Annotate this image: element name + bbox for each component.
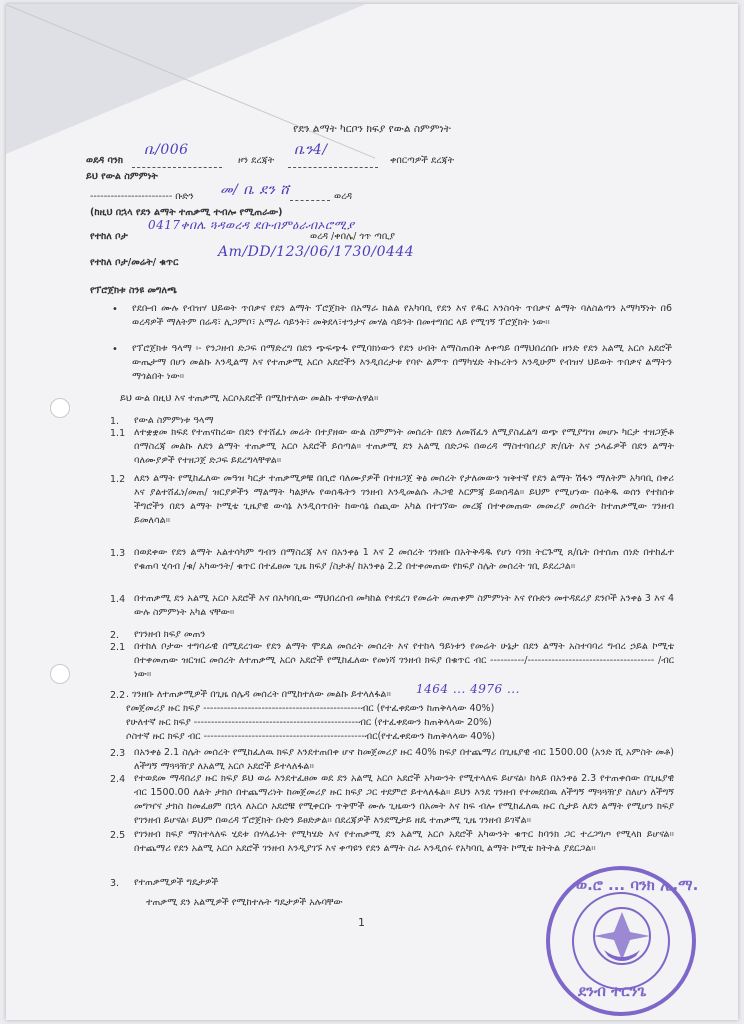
section-text: በአንቀፅ 2.1 ስሌት መሰረት የሚከፈለዉ ክፍያ እንደተጠበቀ ሆኖ ከመጀመሪያ ዙር 40% ክፍያ በተጨማሪ በጊዜያዊ ብር 1500.00 (አንድ ሺ አምስት መቶ) ለችግኝ ማጓጓዥያ ለአልሚ አርሶ አደሮች ይተላለፋል።	[134, 747, 678, 772]
group-line-label: ------------------------ ቡድን	[90, 191, 194, 202]
section-text: የገንዘብ ክፍያ መጠን	[134, 629, 206, 640]
woreda-label: ወረዳ	[334, 191, 353, 202]
punch-hole	[50, 664, 70, 684]
official-stamp	[546, 866, 699, 1016]
closing-line: ተጠቃሚ ደን አልሚዎች የሚከተሉት ግዴታዎች አሉባቸው	[146, 897, 343, 908]
section-text: የተጠቃሚዎች ግዴታዎች	[134, 877, 219, 888]
section-number: 2.	[110, 630, 120, 641]
section-number: 2.3	[110, 748, 126, 759]
land-number-handwritten: Am/DD/123/06/1730/0444	[218, 244, 415, 260]
stamp-bottom-text: ደንብ ተርንጌ	[578, 982, 647, 1000]
page-number: 1	[358, 916, 365, 929]
bullet-marker: •	[112, 304, 118, 315]
zone-value-handwritten: ቤን4/	[294, 142, 328, 158]
group-value-handwritten: መ/ ቤ ደን ሸ	[220, 182, 290, 198]
section-number: 1.3	[110, 548, 126, 559]
section-number: 2.1	[110, 642, 126, 653]
document-title: የደን ልማት ካርቦን ክፍያ የውል ስምምነት	[293, 123, 451, 135]
section-text: በተከለ ቦታው ተግባራዊ በሚደረገው የደን ልማት ሞዴል መሰረት መሰረት እና የተከላ ዓይነቱን የመሬት ሁኔታ በደን ልማት አስተባባሪ ግብረ ኃይል ኮሚቴ በተቀመጠው ዝርዝር መሰረት ለተጠቃሚ አርሶ አደሮች የሚከፈለው የመነሻ ገንዘብ ክፍያ በቁጥር ብር ----------/------------------------------------- /ብር ነው።	[134, 641, 678, 680]
section-text: በተጠቃሚ ደን አልሚ አርሶ አደሮች እና በአካባቢው ማህበረሰብ መካከል የተደረገ የመሬት መጠቀም ስምምነት እና የቡድን መተዳደሪያ ደንቦች አንቀፅ 3 እና 4 ውሉ ስምምነት አካል ናቸው።	[134, 593, 678, 618]
section-text: ለተቋቋመ ክፍደ የተጠናከረው በደን የተሸፈነ መሬት በተያዘው ውል ስምምነት መሰረት በደን ለመሸፈን ለሚያስፈልግ ወጭ የሚያግዝ መሆኑ ካርታ ተዘጋጅቶ በማስረጃ መልኩ ለደን ልማት ተጠቃሚ አርሶ አደሮች ይሰጣል። ተጠቃሚ ደን አልሚ በድጋፍ በወረዳ ማስተባበሪያ ጽ/ቤት እና ኃላፊዎች በደን ልማት ባለሙያዎች የተዘጋጀ ድጋፍ ይደረግላቸዋል።	[134, 427, 678, 466]
kebele-label: ቀበርጣዎች ደረጃት	[390, 155, 455, 166]
punch-hole	[50, 398, 70, 418]
bank-value-handwritten: ቤ/006	[144, 142, 189, 158]
section-number: 1.4	[110, 594, 126, 605]
bullet-marker: •	[112, 344, 118, 355]
section-number: 1.	[110, 416, 120, 427]
payment-handwritten: 1464 ... 4976 ...	[416, 682, 520, 696]
agreement-intro: ይህ የውል ስምምነት	[86, 171, 158, 182]
bank-line	[132, 157, 222, 168]
section-number: 2.2	[110, 690, 126, 701]
zone-line	[288, 157, 378, 168]
section-text: የተወደመ ማዳበሪያ ዙር ክፍያ ይህ ወሬ እንደተፈፀመ ወደ ደን አልሚ አርሶ አደሮች አካውንት የሚተላለፍ ይሆናል፡ ከላይ በአንቀፅ 2.3 የተጠቀሰው በጊዜያዊ ብር 1500.00 ለልት ታክሶ በተጨማሪነት ከመጀመሪያ ዙር ክፍያ ጋር ተደምሮ ይተላለፋል። ይህን እንደ ገንዘብ የተመደበዉ ለችግኝ ማጓጓዥያ ስለሆነ ለችግኝ መግዣና ታክስ ከመፈፀም በኋላ ለአርሶ አደሮቹ የሚቀርቡ ጥቅሞች ሙሉ ጊዜውን በአመት እና ከፍ ብሎ የሚከፈለዉ ዙር ሲታይ ለደን ልማት የሚሆን ክፍያ የገንዘብ ይሆናል፡ ይህም በወረዳ ፕሮጀክት ቡድን ይፀድቃል። በደረጃዎች እንደሚታይ ዘዴ ተጠቃሚ ጊዜ ገንዘብ ይገኛል።	[134, 773, 678, 826]
section-text: የውል ስምምነቱ ዓላማ	[134, 415, 214, 426]
stamp-top-text: ወ.ሮ ... ባንክ ኢ.ማ.	[576, 876, 699, 894]
planting-site-handwritten: 0417ቀበሌ ጓዳወረዳ ደቡብምዕራብኦሮሚያ	[148, 218, 355, 232]
section-number: 1.2	[110, 474, 126, 485]
zone-label: ዞን ደረጃት	[238, 155, 275, 166]
beneficiary-note: (ከዚህ በኋላ የደን ልማት ተጠቃሚ ተብሎ የሚጠራው)	[90, 207, 283, 218]
bullet-item: የፕሮጀክቱ ዓላማ ፡- የንጋዘብ ድጋፍ በማድረግ በደን ጭፍጭፋ የሚባክነውን የደን ሀብት ለማስጠበቅ ለቀጣይ በማህበረሰቡ ዘንድ የደን አልሚ አርሶ አደሮች ውጤታማ በሆነ መልኩ እንዲልማ እና የተጠቃሚ አርሶ አደሮችን እንዲበረታቱ የባዮ ልምጥ በማካሄድ ትኩረትን እንዲሁም የብዝሃ ህይወት ጥበቃና ልማትን ማጎልበት ነው።	[132, 343, 676, 382]
section-text: . ገንዘቡ ለተጠቃሚዎች በጊዜ ሰሌዳ መሰረት በሚከተለው መልኩ ይተላለፋል። የመጀመሪያ ዙር ክፍያ ----------------------------------------------ብር (የተፈቀደውን ከጠቅላላው 40%) የሁለተኛ ዙር ክፍያ ------------------------------------------------ብር (የተፈቀደውን ከጠቅላላው 20%) ሶስተኛ ዙር ክፍያ ብር -----------------------------------------------ብር(የተፈቀደውን ከጠቅላላው 40%)	[126, 689, 496, 742]
land-number-label: የተከለ ቦታ/መሬት/ ቁጥር	[90, 257, 179, 268]
section-number: 1.1	[110, 428, 126, 439]
bank-label: ወደዳ ባንክ	[86, 155, 124, 166]
bullet-item: የደቡብ ሙሉ የብዝሃ ህይወት ጥበቃና የደን ልማት ፕሮጀክት በአማራ ክልል የአካባቢ የደን እና የዱር እንስሳት ጥበቃና ልማት ባለስልጣን አማካኝነት በ6 ወረዳዎች ማለትም በሬዳ፣ ሊጋምቦ፣ አማራ ሳይንት፣ መቅደላ፣ተንታና መሃል ሳይንት በመተግበር ላይ የሚገኝ ፕሮጀክት ነው።	[132, 303, 676, 328]
section-text: የገንዘብ ክፍያ ማስተላለፍ ሂደቱ በሃላፊነት የሚካሄድ እና የተጠቃሚ ደን አልሚ አርሶ አደሮች አካውንት ቁጥር ከባንክ ጋር ተረጋግጦ የሚላክ ይሆናል። በተጨማሪ የደን አልሚ አርሶ አደሮች ገንዘብ እንዲያገኙ እና ቀጣዩን የደን ልማት ስራ እንዲሰሩ የአካባቢ ልማት ኮሚቴ ክትትል ያደርጋል።	[134, 829, 678, 854]
section-text: በወደቀው የደን ልማት አልተሳካም ግብን በማስረጃ እና በአንቀፅ 1 እና 2 መሰረት ገንዘቡ በአትቅዳዱ የሆነ ባንክ ትርጉሚ ጸ/ቤት በተሰጠ ሰነድ በተከፈተ የቁጠባ ሂሳብ /ቁ/ አካውንት/ ቁጥር በተፈፀመ ጊዜ ክፍያ /ስታቶ/ ከአንቀፅ 2.2 በተቀመጠው የክፍያ ስሌት መሰረት ገቢ ይደረጋል።	[134, 547, 678, 572]
planting-site-location-label: ወረዳ /ቀበሌ/ ጎጥ ጣቢያ	[310, 231, 396, 242]
section-number: 2.5	[110, 830, 126, 841]
section-number: 3.	[110, 878, 120, 889]
section-text: ለደን ልማት የሚከፈለው መዓዝ ካርታ ተጠቃሚዎቹ በቢሮ ባለሙያዎች በተዘጋጀ ቅፅ መሰረት የታለመውን ዝቅተኛ የደን ልማት ሽፋን ማለትም አካባቢ በቀሪ እና ያልተሸፈነ/መጠ/ ዝርያዎችን ማልማት ካልቻሉ የወሰዱትን ገንዘብ እንዲመልሱ ሕጋዊ እርምጃ ይወሰዳል። ይህም የሚሆነው በዕቅዱ ወሰን የተከሰቱ ችግሮችን በደን ልማት ኮሚቴ ጊዜያዊ ውሳኔ እንዲሰጥበት ከውሳኔ ሰጪው አካል በተገኘው መረጃ በተቀመጠው መመሪያ መሰረት ከተጠቃሚው ገንዘብ ይመለሳል።	[134, 473, 678, 526]
intro-line: ይህ ውል በዚህ እና ተጠቃሚ አርሶአደሮች በሚከተለው መልኩ ተዋውለዋል።	[120, 393, 379, 404]
document-page	[6, 4, 738, 1020]
section-number: 2.4	[110, 774, 126, 785]
section-heading: የፕሮጀክቱ ስንዩ መግለጫ	[90, 285, 177, 296]
planting-site-label: የተከለ ቦታ	[90, 231, 128, 242]
group-line	[290, 190, 330, 201]
stamp-emblem-icon	[590, 904, 654, 968]
